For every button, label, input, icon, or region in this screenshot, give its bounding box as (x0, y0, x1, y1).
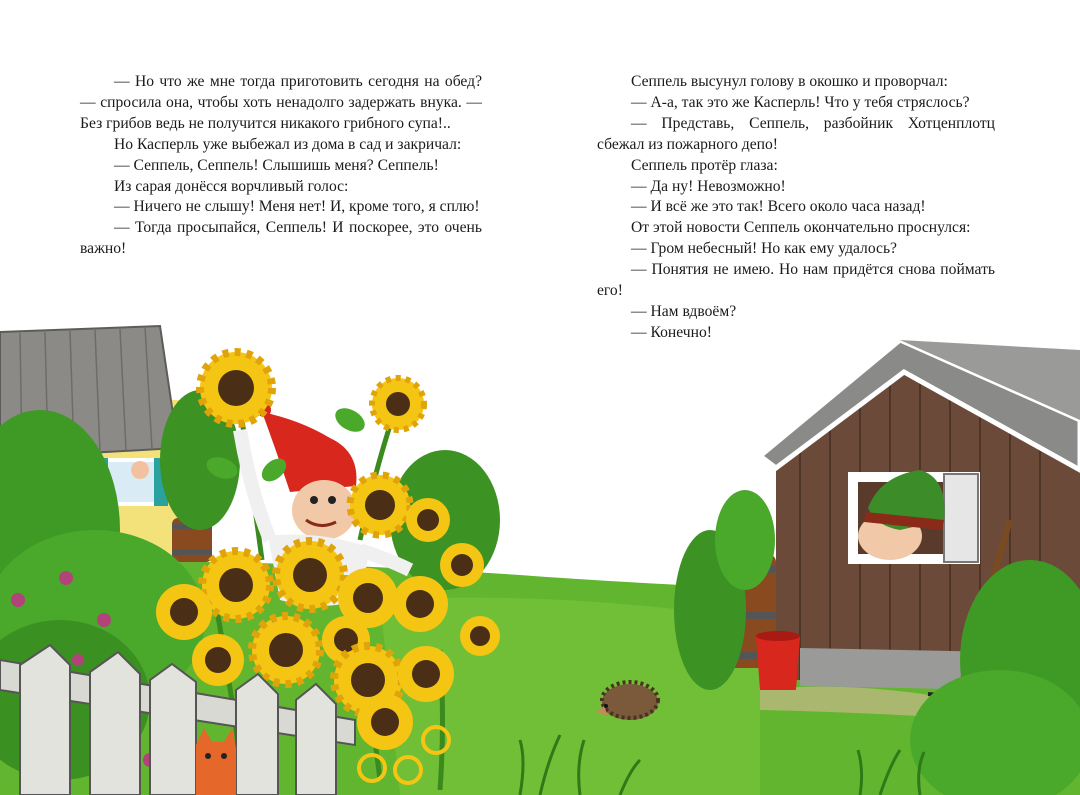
paragraph: От этой новости Сеппель окончательно проснулся: (631, 219, 971, 237)
paragraph: Из сарая донёсся ворчливый голос: (114, 177, 349, 195)
paragraph: — Тогда просыпайся, Сеппель! И поскорее, это очень важно! (80, 219, 482, 258)
paragraph: — Ничего не слышу! Меня нет! И, кроме того, я сплю! (114, 198, 480, 216)
paragraph: — Гром небесный! Но как ему удалось? (631, 240, 897, 258)
grandma-head (131, 461, 149, 479)
paragraph: Сеппель высунул голову в окошко и проворчал: (631, 73, 948, 90)
paragraph: — Сеппель, Сеппель! Слышишь меня? Сеппель! (114, 156, 439, 174)
left-text-column (80, 72, 482, 260)
paragraph: Сеппель протёр глаза: (631, 156, 778, 174)
right-text-column (597, 72, 995, 344)
paragraph: — Представь, Сеппель, разбойник Хотценплотц сбежал из пожарного депо! (597, 114, 995, 153)
paragraph: — А-а, так это же Касперль! Что у тебя стряслось? (631, 93, 970, 111)
paragraph: — Понятия не имею. Но нам придётся снова поймать его! (597, 261, 995, 300)
paragraph: — И всё же это так! Всего около часа назад! (631, 198, 926, 216)
paragraph: Но Касперль уже выбежал из дома в сад и закричал: (114, 135, 462, 153)
paragraph: — Да ну! Невозможно! (631, 177, 786, 195)
paragraph: — Но что же мне тогда приготовить сегодня на обед? — спросила она, чтобы хоть ненадолго задержать внука. — Без грибов ведь не получится никакого грибного супа!.. (80, 73, 482, 132)
paragraph: — Конечно! (631, 323, 712, 341)
kasperl-face (292, 480, 356, 540)
paragraph: — Нам вдвоём? (631, 302, 737, 320)
red-bucket (756, 631, 800, 690)
